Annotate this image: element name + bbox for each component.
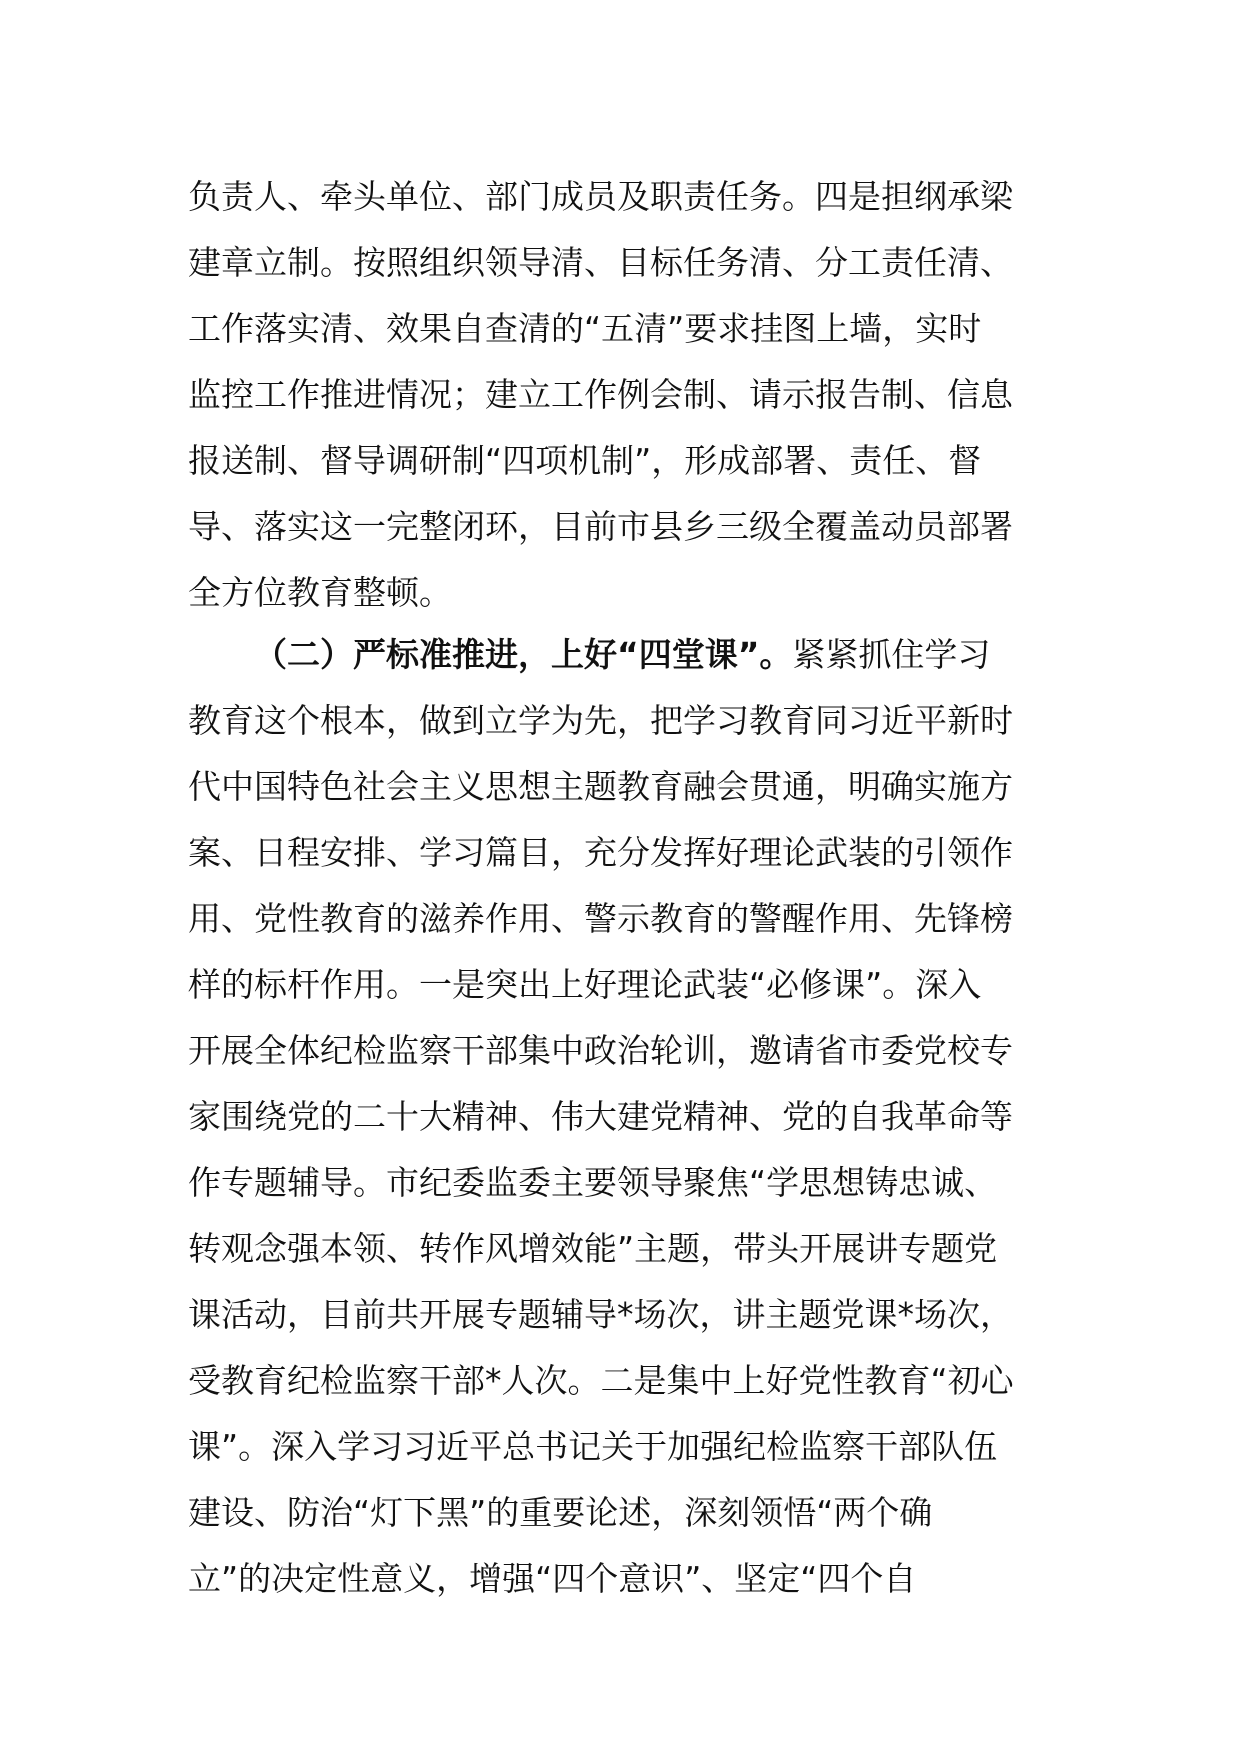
text-line: 家围绕党的二十大精神、伟大建党精神、党的自我革命等 [188, 1097, 1013, 1136]
text-line: 工作落实清、效果自查清的“五清”要求挂图上墙，实时 [188, 309, 982, 348]
text-line: 代中国特色社会主义思想主题教育融会贯通，明确实施方 [188, 767, 1013, 806]
text-line: 立”的决定性意义，增强“四个意识”、坚定“四个自 [188, 1559, 917, 1598]
text-line: 用、党性教育的滋养作用、警示教育的警醒作用、先锋榜 [188, 899, 1013, 938]
text-line-with-heading [188, 622, 1058, 688]
text-line: 作专题辅导。市纪委监委主要领导聚焦“学思想铸忠诚、 [188, 1163, 998, 1202]
text-run: 紧紧抓住学习 [792, 635, 991, 674]
text-line: 报送制、督导调研制“四项机制”，形成部署、责任、督 [188, 441, 982, 480]
text-line: 导、落实这一完整闭环，目前市县乡三级全覆盖动员部署 [188, 507, 1013, 546]
text-line: 教育这个根本，做到立学为先，把学习教育同习近平新时 [188, 701, 1013, 740]
text-line: 受教育纪检监察干部*人次。二是集中上好党性教育“初心 [188, 1361, 1014, 1400]
text-line: 建设、防治“灯下黑”的重要论述，深刻领悟“两个确 [188, 1493, 933, 1532]
text-line: 负责人、牵头单位、部门成员及职责任务。四是担纲承梁 [188, 177, 1013, 216]
text-line: 全方位教育整顿。 [188, 573, 452, 612]
text-line: 监控工作推进情况；建立工作例会制、请示报告制、信息 [188, 375, 1013, 414]
text-line: 课”。深入学习习近平总书记关于加强纪检监察干部队伍 [188, 1427, 998, 1466]
text-line: 课活动，目前共开展专题辅导*场次，讲主题党课*场次， [188, 1295, 1013, 1334]
text-line: 开展全体纪检监察干部集中政治轮训，邀请省市委党校专 [188, 1031, 1013, 1070]
text-line: 转观念强本领、转作风增效能”主题，带头开展讲专题党 [188, 1229, 998, 1268]
paragraph-2 [188, 622, 1058, 1612]
paragraph-1 [188, 164, 1058, 626]
text-line: 案、日程安排、学习篇目，充分发挥好理论武装的引领作 [188, 833, 1013, 872]
section-heading: （二）严标准推进，上好“四堂课”。 [254, 635, 793, 674]
text-line: 建章立制。按照组织领导清、目标任务清、分工责任清、 [188, 243, 1013, 282]
text-line: 样的标杆作用。一是突出上好理论武装“必修课”。深入 [188, 965, 982, 1004]
